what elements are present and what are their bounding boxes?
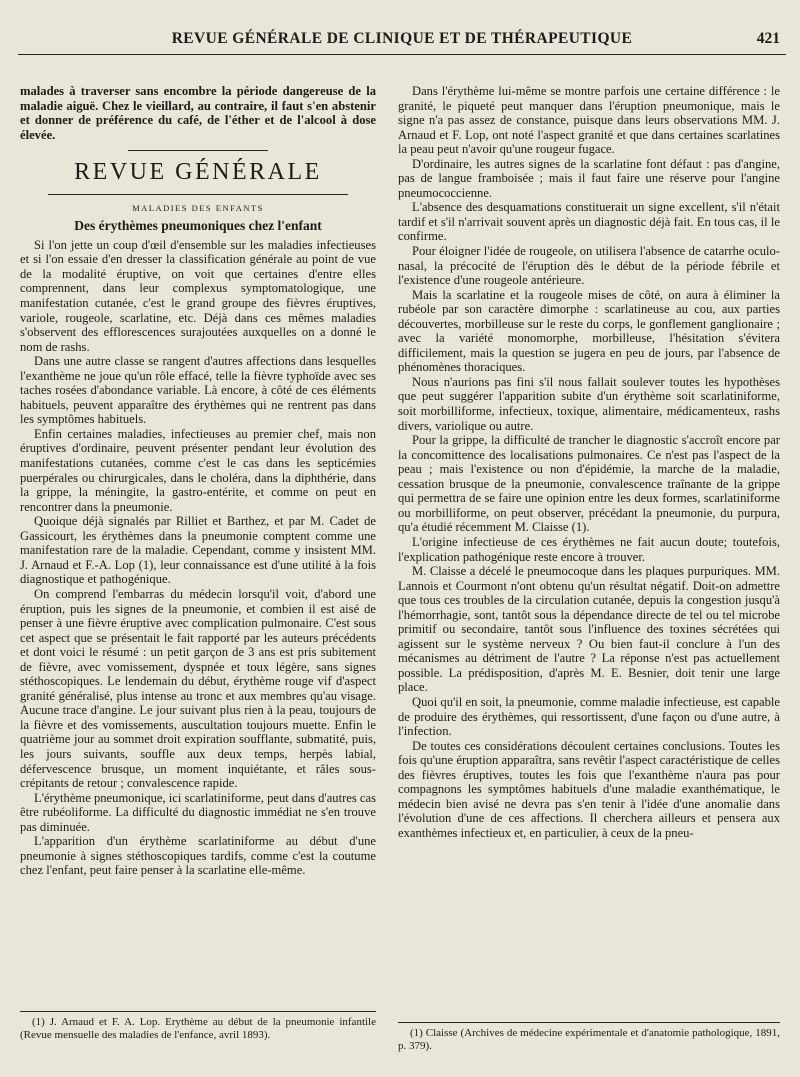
body-paragraph: Si l'on jette un coup d'œil d'ensemble sur les maladies infectieuses et si l'on essaie d'en dresser la classification générale au point de vue de la modalité éruptive, on voit que certaines d'entre elles comprennent, dans leur complexus symptomatologique, une manifestation cutanée, c'est le grand groupe des fièvres éruptives, variole, rougeole, scarlatine, etc. Déjà dans ces mêmes maladies s'observent des efflorescences surajoutées auxquelles on a donné le nom de rashs. <box>20 237 376 354</box>
body-paragraph: L'apparition d'un érythème scarlatiniforme au début d'une pneumonie à signes stéthoscopiques tardifs, comme c'est la coutume chez l'enfant, peut faire penser à la scarlatine elle-même. <box>20 834 376 878</box>
body-paragraph: Nous n'aurions pas fini s'il nous fallait soulever toutes les hypothèses que peut suggérer l'apparition subite d'un érythème soit scarlatiniforme, soit morbilliforme, infectieux, toxique, alimentaire, médicamenteux, rashs divers, variolique ou autre. <box>398 374 780 433</box>
left-column <box>20 84 376 878</box>
body-paragraph: M. Claisse a décelé le pneumocoque dans les plaques purpuriques. MM. Lannois et Courmont n'ont obtenu qu'un résultat négatif. Doit-on admettre que tous ces troubles de la circulation cutanée, depuis la congestion jusqu'à l'hémorrhagie, sont, tantôt sous la dépendance directe de tel ou tel microbe primitif ou secondaire, tantôt sous l'influence des toxines sécrétées qui agissent sur le système nerveux ? Ou bien faut-il conclure à l'un des mécanismes au détriment de l'autre ? La réponse n'est pas actuellement possible. La prédisposition, d'après M. E. Besnier, doit tenir une large place. <box>398 564 780 695</box>
carryover-paragraph: malades à traverser sans encombre la période dangereuse de la maladie aiguë. Chez le vieillard, au contraire, il faut s'en abstenir et donner de préférence du café, de l'éther et de l'alcool à dose élevée. <box>20 84 376 142</box>
right-footnote <box>398 1022 780 1053</box>
footnote-text: (1) Claisse (Archives de médecine expérimentale et d'anatomie pathologique, 1891, p. 379). <box>398 1027 780 1052</box>
body-paragraph: Enfin certaines maladies, infectieuses au premier chef, mais non éruptives d'ordinaire, peuvent présenter pendant leur évolution des manifestations cutanées, comme c'est le cas dans les septicémies puerpérales ou chirurgicales, dans le choléra, dans la diphthérie, dans la grippe, la méningite, la gastro-entérite, et comme on peut en rencontrer dans la pneumonie. <box>20 426 376 514</box>
body-paragraph: Dans l'érythème lui-même se montre parfois une certaine différence : le granité, le piqueté peut manquer dans l'éruption pneumonique, mais le signe n'a pas assez de constance, puisque dans leurs observations MM. J. Arnaud et F. Lop, ont noté l'aspect granité et que dans certaines scarlatines la peau peut n'avoir qu'une rougeur fugace. <box>398 84 780 157</box>
body-paragraph: On comprend l'embarras du médecin lorsqu'il voit, d'abord une éruption, puis les signes de la pneumonie, et combien il est aisé de penser à une fièvre éruptive avec complication pulmonaire. C'est sous cet aspect que se présentait le fait rapporté par les auteurs précédents et dont voici le résumé : un petit garçon de 3 ans est pris subitement de fièvre, avec vomissement, dyspnée et toux légère, sans signes stéthoscopiques. Le lendemain du début, érythème rouge vif d'aspect granité généralisé, plus intense au tronc et aux membres qu'au visage. Aucune trace d'angine. Le jour suivant plus rien à la peau, toujours de la fièvre et des vomissements, auscultation toujours muette. Enfin le quatrième jour au sommet droit expiration soufflante, submatité, puis, les jours suivants, souffle aux deux temps, herpès labial, défervescence brusque, un moment inquiétante, et râles sous-crépitants de retour ; convalescence rapide. <box>20 586 376 791</box>
article-title: Des érythèmes pneumoniques chez l'enfant <box>74 218 322 234</box>
page-header <box>18 28 786 55</box>
body-paragraph: L'origine infectieuse de ces érythèmes ne fait aucun doute; toutefois, l'explication pathogénique reste encore à trouver. <box>398 534 780 564</box>
body-paragraph: Quoi qu'il en soit, la pneumonie, comme maladie infectieuse, est capable de produire des érythèmes, qui ressortissent, d'une façon ou d'une autre, à l'infection. <box>398 694 780 739</box>
right-column <box>398 84 780 840</box>
footnote-rule <box>20 1011 376 1012</box>
running-head: REVUE GÉNÉRALE DE CLINIQUE ET DE THÉRAPEUTIQUE <box>171 30 633 47</box>
left-footnote <box>20 1011 376 1042</box>
section-title: REVUE GÉNÉRALE <box>74 159 322 186</box>
section-rubric: MALADIES DES ENFANTS <box>48 194 348 216</box>
body-paragraph: L'érythème pneumonique, ici scarlatiniforme, peut dans d'autres cas être rubéoliforme. La difficulté du diagnostic immédiat ne s'en trouve pas diminuée. <box>20 790 376 834</box>
body-paragraph: Dans une autre classe se rangent d'autres affections dans lesquelles l'exanthème ne joue qu'un rôle effacé, telle la fièvre typhoïde avec ses taches rosées d'abondance variable. Là encore, à côté de ces éléments habituels, peuvent apparaître des érythèmes qui ne rentrent pas dans les symptômes habituels. <box>20 354 376 427</box>
body-paragraph: L'absence des desquamations constituerait un signe excellent, s'il n'était tardif et s'il n'arrivait souvent après un diagnostic déjà fait. En tous cas, il le confirme. <box>398 200 780 244</box>
body-paragraph: Mais la scarlatine et la rougeole mises de côté, on aura à éliminer la rubéole par son caractère dimorphe : scarlatineuse au cou, aux parties découvertes, morbilleuse sur le reste du corps, le gonflement ganglionaire ; avec la variété monomorphe, morbilleuse, l'hésitation s'évitera difficilement, mais la question se jugera en peu de jours, par l'absence de phénomènes thoraciques. <box>398 287 780 375</box>
body-paragraph: De toutes ces considérations découlent certaines conclusions. Toutes les fois qu'une éruption apparaîtra, sans revêtir l'aspect caractéristique de celles des fièvres éruptives, toutes les fois que l'exanthème n'aura pas pour compagnons les symptômes habituels d'une maladie exanthématique, le médecin bien avisé ne devra pas s'en tenir à l'idée d'une anomalie dans l'évolution d'une de ces affections. Il cherchera ailleurs et pensera aux exanthèmes infectieux et, en particulier, à ceux de la pneu- <box>398 738 780 840</box>
body-paragraph: Pour la grippe, la difficulté de trancher le diagnostic s'accroît encore par la concomittence des localisations pulmonaires. Ce n'est pas l'aspect de la peau ; mais l'existence ou non d'épidémie, la marche de la maladie, cessation brusque de la pneumonie, convalescence traînante de la grippe qui permettra de se faire une opinion entre les deux formes, scarlatiniforme ou morbilliforme, on peut observer, précédant la pneumonie, du purpura, qu'a étudié récemment M. Claisse (1). <box>398 433 780 535</box>
body-paragraph: Quoique déjà signalés par Rilliet et Barthez, et par M. Cadet de Gassicourt, les érythèmes dans la pneumonie comptent comme une manifestation rare de la maladie. Cependant, comme y insistent MM. J. Arnaud et F.-A. Lop (1), leur connaissance est d'une utilité à la fois diagnostique et pathogénique. <box>20 514 376 587</box>
footnote-text: (1) J. Arnaud et F. A. Lop. Erythème au début de la pneumonie infantile (Revue mensuelle des maladies de l'enfance, avril 1893). <box>20 1016 376 1041</box>
body-paragraph: Pour éloigner l'idée de rougeole, on utilisera l'absence de catarrhe oculo-nasal, la précocité de l'éruption dès le début de la période fébrile et l'existence d'une rougeole antérieure. <box>398 244 780 288</box>
body-paragraph: D'ordinaire, les autres signes de la scarlatine font défaut : pas d'angine, pas de langue framboisée ; mais il faut faire une réserve pour l'angine pneumococcienne. <box>398 156 780 200</box>
footnote-rule <box>398 1022 780 1023</box>
section-divider <box>128 150 268 151</box>
page-number: 421 <box>756 30 780 47</box>
